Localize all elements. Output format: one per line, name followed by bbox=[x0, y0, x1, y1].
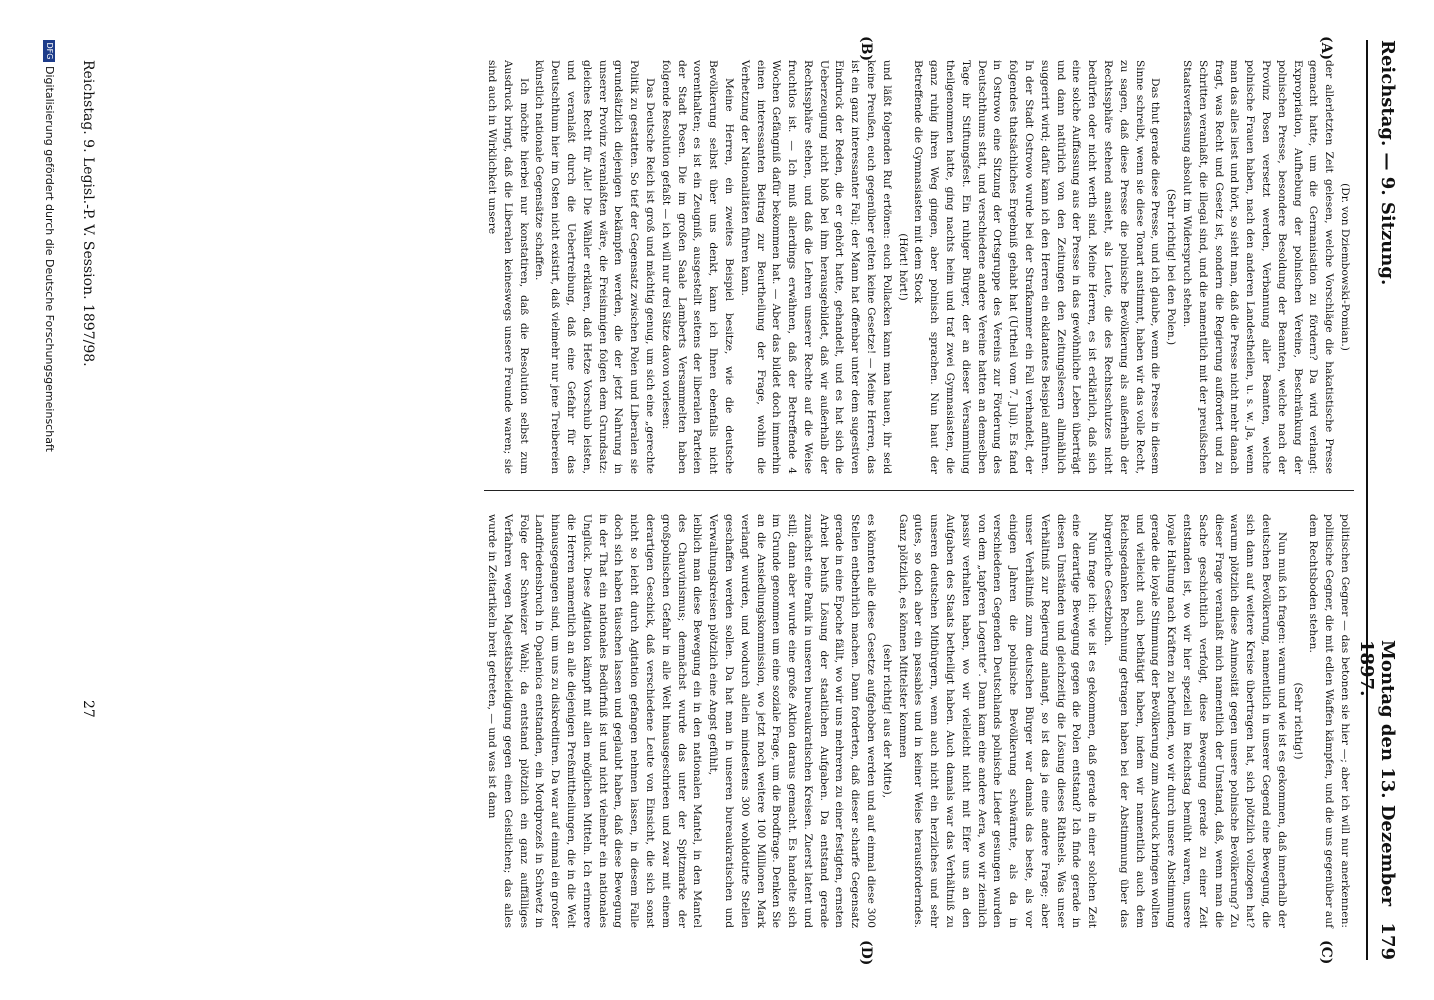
page-header bbox=[1356, 40, 1404, 960]
margin-marker-b: (B) bbox=[858, 36, 874, 62]
interjection: (Sehr richtig!) bbox=[1291, 682, 1304, 760]
paragraph: Ich möchte hierbei nur konstatiren, daß die Resolution selbst zum Ausdruck bringt, daß die Liberalen keineswegs unsere Freunde waren; sie sind auch in Wirklichkeit unsere bbox=[485, 60, 530, 474]
paragraph: Das thut gerade diese Presse, und ich glaube, wenn die Presse in diesem Sinne schreibt, wenn sie diese Tonart anstimmt, haben wir das volle Recht, zu sagen, daß diese Presse die polnische Bevölkerung als außerhalb der Rechtssphäre stehend ansieht, als Leute, die des Rechtsschutzes nicht bedürfen oder nicht werth sind. Meine Herren, es ist erklärlich, daß sich eine solche Auffassung aus der Presse in das gewöhnliche Leben überträgt und dann natürlich von den Zeitungen den Zeitungslesern allmählich suggerirt wird; dafür kann ich den Herren ein eklatantes Beispiel anführen. In der Stadt Ostrowo wurde bei der Strafkammer ein Fall verhandelt, der folgendes thatsächliches Ergebniß gehabt hat (Urtheil vom 7. Juli). Es fand in Ostrowo eine Sitzung der Ortsgruppe des Vereins zur Förderung des Deutschthums statt, und verschiedene andere Vereine hatten an demselben Tage ihr Stiftungsfest. Ein ruhiger Bürger, der an dieser Versammlung theilgenommen hatte, ging nachts heim und traf zwei Gymnasiasten, die ganz ruhig ihren Weg gingen, aber polnisch sprachen. Nun haut der Betreffende die Gymnasiasten mit dem Stock bbox=[912, 60, 1162, 474]
interjection: (sehr richtig! aus der Mitte), bbox=[880, 643, 893, 799]
paragraph: Nun frage ich: wie ist es gekommen, daß gerade in einer solchen Zeit eine derartige Bewegung gegen die Polen entstand? Ich finde gerade in diesen Umständen und gleichzeitig die Lösung dieses Räthsels. Was unser Verhältniß zur Regierung anlangt, so ist das ja eine andere Frage; aber unser Verhältniß zum deutschen Bürger war damals das beste, als vor einigen Jahren die polnische Bevölkerung schwärmte, als da in verschiedenen Gegenden Deutschlands polnische Lieder gesungen wurden von dem „tapferen Logentte“. Dann kam eine andere Aera, wo wir ziemlich passiv verhalten haben, wo wir vielleicht nicht mit Eifer uns an den Aufgaben des Staats betheiligt haben. Auch damals war das Verhältniß zu unseren deutschen Mitbürgern, wenn auch nicht ein herzliches und sehr gutes, so doch aber ein passables und in keiner Weise herausforderndes. Ganz plötzlich, es können Mittelster kommen bbox=[896, 514, 1099, 928]
paragraph: leiblich man diese Bewegung ein in den nationalen Mantel, in den Mantel des Chauvinismus; demnächst wurde das unter der Spitzmarke der großpolnischen Gefahr in alle Welt hinausgeschrieen und zwar mit einem derartigen Geschick, daß verschiedene Leute von Einsicht, die sich sonst nicht so leicht durch Agitation gefangen nehmen lassen, in diesem Falle doch sich haben täuschen lassen und geglaubt haben, daß diese Bewegung in der That ein nationales Bedürfniß ist und nicht vielmehr ein nationales Unglück. Diese Agitation kämpft mit allen möglichen Mitteln. Ich erinnere die Herren namentlich an alle diejenigen Preßmittheilungen, die in die Welt hinausgegangen sind, um uns zu diskreditiren. Da war auf einmal ein großer Landfriedensbruch in Opalenica entstanden, ein Mordprozeß in Schwetz in Folge der Schweizer Wahl; da entstand plötzlich ein ganz auffälliges Verfahren wegen Majestätsbeleidigung gegen einen Geistlichen; das alles wurde in Zeitartikeln breit getreten, — und was ist dann bbox=[485, 514, 704, 929]
paragraph: es könnten alle diese Gesetze aufgehoben werden und auf einmal diese 300 Stellen entbehrlich machen. Dann forderten, daß dieser scharfe Gegensatz gerade in eine Epoche fällt, wo wir uns mehreren zu einer festigten, ernsten Arbeit behufs Lösung der staatlichen Aufgaben. Da entstand gerade zunächst eine Panik in unseren bureaukratischen Kreisen. Zuerst latent und still; dann aber wurde eine große Aktion daraus gemacht. Es handelte sich im Grunde genommen um eine soziale Frage, um die Brodfrage. Denken Sie an die Ansiedlungskommission, wo jetzt noch weitere 100 Millionen Mark verlangt wurden, und wodurch allein mindestens 300 wohldotirte Stellen geschaffen werden sollen. Da hat man in unseren bureaukratischen und Verwaltungskreisen plötzlich eine Angst gefühlt, bbox=[707, 514, 878, 928]
header-title: Reichstag. — 9. Sitzung. bbox=[1377, 40, 1398, 286]
paragraph: Meine Herren, ein zweites Beispiel besitze, wie die deutsche Bevölkerung selbst über uns denkt, kann ich Ihnen ebenfalls nicht vorenthalten; es ist ein Zeugniß, ausgestellt seitens der liberalen Parteien der Stadt Posen. Die im großen Saale Lamberts Versammelten haben folgende Resolution gefaßt — ich will nur drei Sätze davon vorlesen: bbox=[659, 60, 735, 474]
digitization-text: Digitalisierung gefördert durch die Deutsche Forschungsgemeinschaft bbox=[43, 66, 56, 452]
paragraph: der allerletzten Zeit gelesen, welche Vorschläge die hakatistische Presse gemacht hatte, um die Germanisation zu fördern? Da wird verlangt: Expropriation, Aufhebung der polnischen Vereine, Beschränkung der polnischen Presse, besondere Besoldung der Beamten, welche nach der Provinz Posen versetzt werden, Verbannung aller Beamten, welche polnische Frauen haben, nach den anderen Landestheilen, u. s. w. Ja, wenn man das alles liest und hört, so sieht man, daß die Presse nicht mehr danach fragt, was Recht und Gesetz ist, sondern die Regierung auffordert und zu Schritten veranlaßt, die illegal sind, und die namentlich mit der preußischen Staatsverfassung absolut im Widerspruch stehen. bbox=[1181, 60, 1336, 474]
interjection: (Hört! hört!) bbox=[896, 233, 909, 301]
margin-marker-d: (D) bbox=[858, 940, 874, 966]
speaker-label: (Dr. von Dziembowski-Pomian.) bbox=[1339, 183, 1351, 351]
header-date: Montag den 13. Dezember 1897. bbox=[1356, 640, 1398, 907]
margin-marker-c: (C) bbox=[1318, 940, 1334, 965]
paragraph: politischen Gegner — das betonen sie hier —; aber ich will nur anerkennen: politische Gegner, die mit edlen Waffen kämpfen, und die uns gegenüber auf dem Rechtsboden stehen. bbox=[1307, 514, 1351, 928]
column-divider bbox=[484, 490, 1354, 491]
digitization-note bbox=[43, 40, 56, 980]
page-footer-signature: 27 bbox=[80, 700, 96, 718]
right-column bbox=[472, 514, 1352, 928]
paragraph: und läßt folgenden Ruf ertönen: euch Pollacken kann man hauen, ihr seid keine Preußen, euch gegenüber gelten keine Gesetze! — Meine Herren, das ist ein ganz interessanter Fall; der Mann hat offenbar unter dem sugestiven Eindruck der Reden, die er gehört hatte, gehandelt, und es hat sich die Ueberzeugung nicht bloß bei ihm herausgebildet, daß wir außerhalb der Rechtssphäre stehen, und daß die Lehren unserer Rechte auf die Weise fruchtlos ist. — Ich muß allerdings erwähnen, daß der Betreffende 4 Wochen Gefängniß dafür bekommen hat. — Aber das bildet doch immerhin einen interessanten Beitrag zur Beurtheilung der Frage, wohin die Verhetzung der Nationalitäten führen kann. bbox=[738, 60, 893, 474]
quoted-resolution: Das Deutsche Reich ist groß und mächtig genug, um sich eine „gerechte Politik zu gestatten. So tief der Gegensatz zwischen Polen und Liberalen sie grundsätzlich diejenigen bekämpfen werden, die der jetzt Nahrung in unserer Provinz veranlaßten wäre, die Freisinnigen folgen dem Grundsatz: gleiches Recht für Alle! Die Wähler erklären, daß Hetze Vorschub leisten, und veranlaßt durch die Uebertreibung, daß eine Gefahr für das Deutschthum hier im Osten nicht existirt, daß vielmehr nur jene Treibereien künstlich nationale Gegensätze schaffen. bbox=[533, 60, 656, 474]
dfg-logo-icon: DFG bbox=[43, 40, 55, 62]
margin-marker-a: (A) bbox=[1318, 36, 1334, 61]
paragraph: Nun muß ich fragen: warum und wie ist es gekommen, daß innerhalb der deutschen Bevölkerung, namentlich in unserer Gegend eine Bewegung, die sich dann auf weitere Kreise übertragen hat, sich plötzlich vollzogen hat? warum plötzlich diese Animosität gegen unsere polnische Bevölkerung? Zu dieser Frage veranlaßt mich namentlich der Umstand, daß, wenn man die Sache geschichtlich verfolgt, diese Bewegung gerade zu einer Zeit entstanden ist, wo wir hier speziell im Reichstag bemüht waren, unsere loyale Haltung nach Kräften zu befunden, wo wir durch unsere Abstimmung gerade die loyale Stimmung der Bevölkerung zum Ausdruck bringen wollten und vielleicht auch bethätigt haben, indem wir namentlich auch dem Reichsgedanken Rechnung getragen haben bei der Abstimmung über das bürgerliche Gesetzbuch. bbox=[1102, 514, 1288, 928]
left-column bbox=[472, 60, 1352, 474]
page-number: 179 bbox=[1377, 922, 1398, 960]
interjection: (Sehr richtig! bei den Polen.) bbox=[1165, 188, 1178, 346]
page-footer-left: Reichstag. 9. Legisl.-P. V. Session. 1897/98. bbox=[80, 60, 96, 367]
